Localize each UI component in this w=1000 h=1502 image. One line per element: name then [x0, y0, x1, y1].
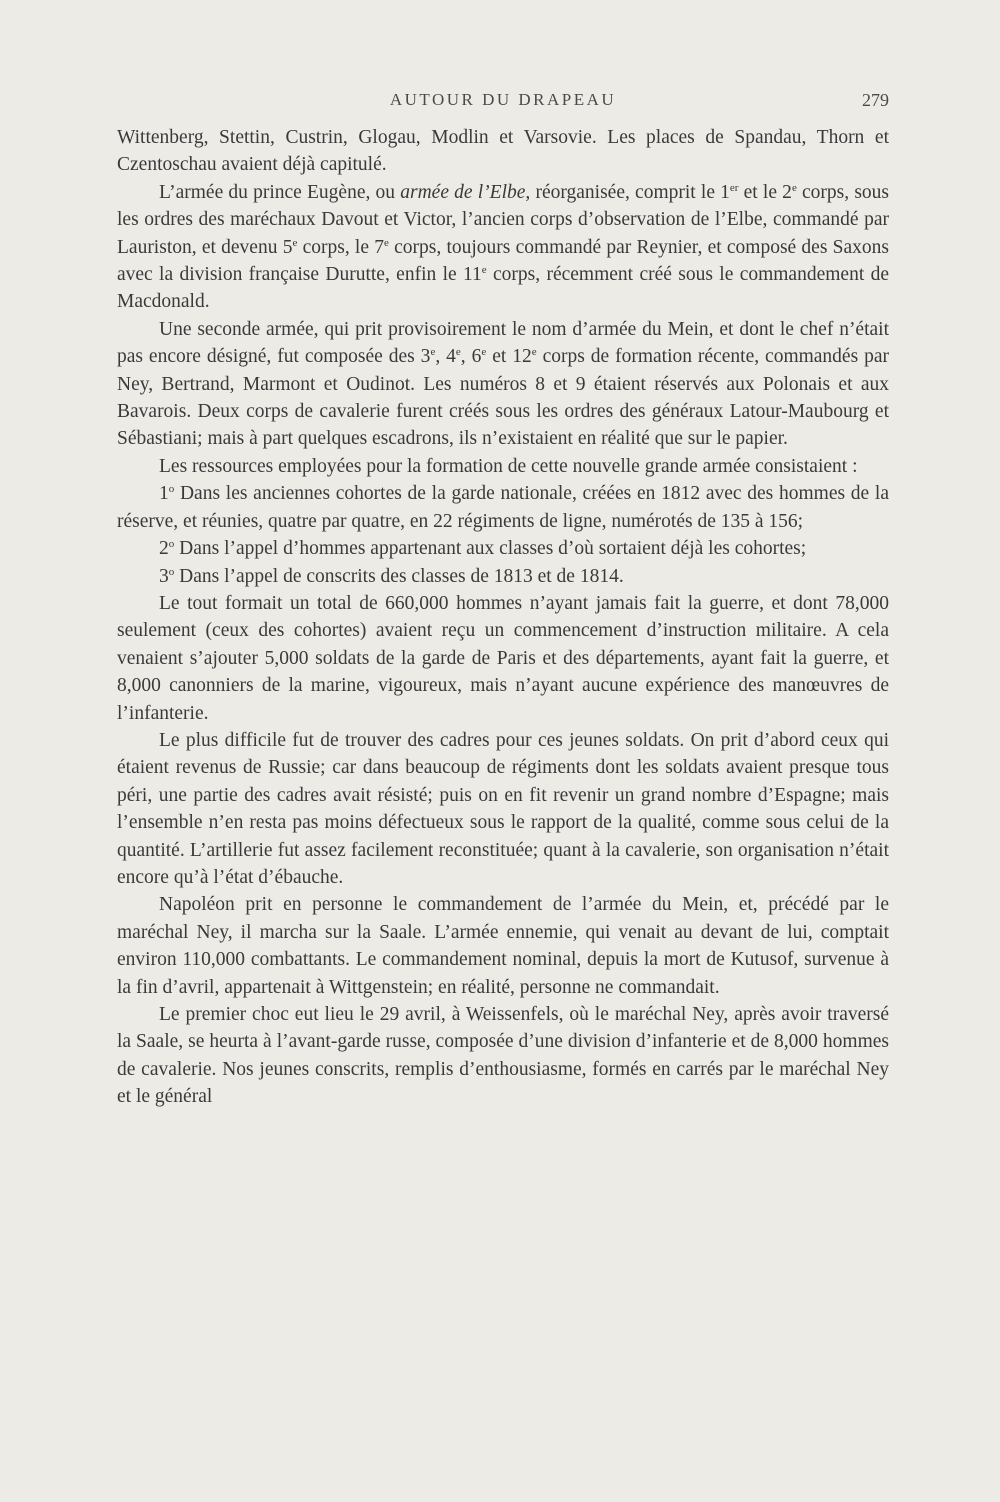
- paragraph: 2$^o$ Dans l’appel d’hommes appartenant aux classes d’où sortaient déjà les cohortes;: [159, 538, 807, 560]
- ordinal-superscript: er: [729, 181, 739, 194]
- ordinal-superscript: e: [455, 346, 461, 359]
- ordinal-superscript: e: [791, 181, 797, 194]
- ordinal-superscript: o: [168, 565, 175, 578]
- running-head: [117, 90, 889, 116]
- italic-phrase: armée de l’Elbe,: [400, 181, 531, 203]
- running-title: AUTOUR DU DRAPEAU: [389, 90, 617, 109]
- ordinal-superscript: e: [481, 264, 487, 277]
- paragraph: Les ressources employées pour la formation de cette nouvelle grande armée consistaient :: [159, 455, 858, 477]
- paragraph: Napoléon prit en personne le commandement de l’armée du Mein, et, précédé par le maréchal Ney, il marcha sur la Saale. L’armée ennemie, qui venait au devant de lui, comptait environ 110,000 combattants. Le commandement nominal, depuis la mort de Kutusof, survenue à la fin d’avril, appartenait à Wittgenstein; en réalité, personne ne commandait.: [117, 894, 889, 998]
- paragraph: 1$^o$ Dans les anciennes cohortes de la garde nationale, créées en 1812 avec des hommes de la réserve, et réunies, quatre par quatre, en 22 régiments de ligne, numérotés de 135 à 156;: [117, 483, 889, 532]
- paragraph: Wittenberg, Stettin, Custrin, Glogau, Modlin et Varsovie. Les places de Spandau, Thorn et Czentoschau avaient déjà capitulé.: [117, 127, 889, 176]
- ordinal-superscript: e: [531, 346, 537, 359]
- paragraph: 3$^o$ Dans l’appel de conscrits des classes de 1813 et de 1814.: [159, 565, 624, 587]
- ordinal-superscript: e: [383, 236, 389, 249]
- paragraph: L’armée du prince Eugène, ou armée de l’Elbe, réorganisée, comprit le 1er et le 2e corps, sous les ordres des maréchaux Davout et Victor, l’ancien corps d’observation de l’Elbe, commandé par Lauriston, et devenu 5e corps, le 7e corps, toujours commandé par Reynier, et composé des Saxons avec la division française Durutte, enfin le 11e corps, récemment créé sous le commandement de Macdonald.: [117, 181, 889, 313]
- page-number: 279: [862, 90, 889, 110]
- ordinal-superscript: o: [168, 483, 175, 496]
- ordinal-superscript: e: [430, 346, 436, 359]
- paragraph: Le plus difficile fut de trouver des cadres pour ces jeunes soldats. On prit d’abord ceux qui étaient revenus de Russie; car dans beaucoup de régiments dont les soldats avaient presque tous péri, une partie des cadres avait résisté; puis on en fit revenir un grand nombre d’Espagne; mais l’ensemble n’en resta pas moins défectueux sous le rapport de la qualité, comme sous celui de la quantité. L’artillerie fut assez facilement reconstituée; quant à la cavalerie, son organisation n’était encore qu’à l’état d’ébauche.: [117, 729, 889, 888]
- ordinal-superscript: e: [292, 236, 298, 249]
- ordinal-superscript: e: [481, 346, 487, 359]
- paragraph: Le premier choc eut lieu le 29 avril, à Weissenfels, où le maréchal Ney, après avoir traversé la Saale, se heurta à l’avant-garde russe, composée d’une division d’infanterie et de 8,000 hommes de cavalerie. Nos jeunes conscrits, remplis d’enthousiasme, formés en carrés par le maréchal Ney et le général: [117, 1004, 889, 1108]
- body-text: [117, 124, 889, 1111]
- paragraph: Le tout formait un total de 660,000 hommes n’ayant jamais fait la guerre, et dont 78,000 seulement (ceux des cohortes) avaient reçu un commencement d’instruction militaire. A cela venaient s’ajouter 5,000 soldats de la garde de Paris et des départements, ayant fait la guerre, et 8,000 canonniers de la marine, vigoureux, mais n’ayant aucune expérience des manœuvres de l’infanterie.: [117, 592, 889, 724]
- paragraph: Une seconde armée, qui prit provisoirement le nom d’armée du Mein, et dont le chef n’était pas encore désigné, fut composée des 3e, 4e, 6e et 12e corps de formation récente, commandés par Ney, Bertrand, Marmont et Oudinot. Les numéros 8 et 9 étaient réservés aux Polonais et aux Bavarois. Deux corps de cavalerie furent créés sous les ordres des généraux Latour-Maubourg et Sébastiani; mais à part quelques escadrons, ils n’existaient en réalité que sur le papier.: [117, 318, 890, 450]
- ordinal-superscript: o: [168, 538, 175, 551]
